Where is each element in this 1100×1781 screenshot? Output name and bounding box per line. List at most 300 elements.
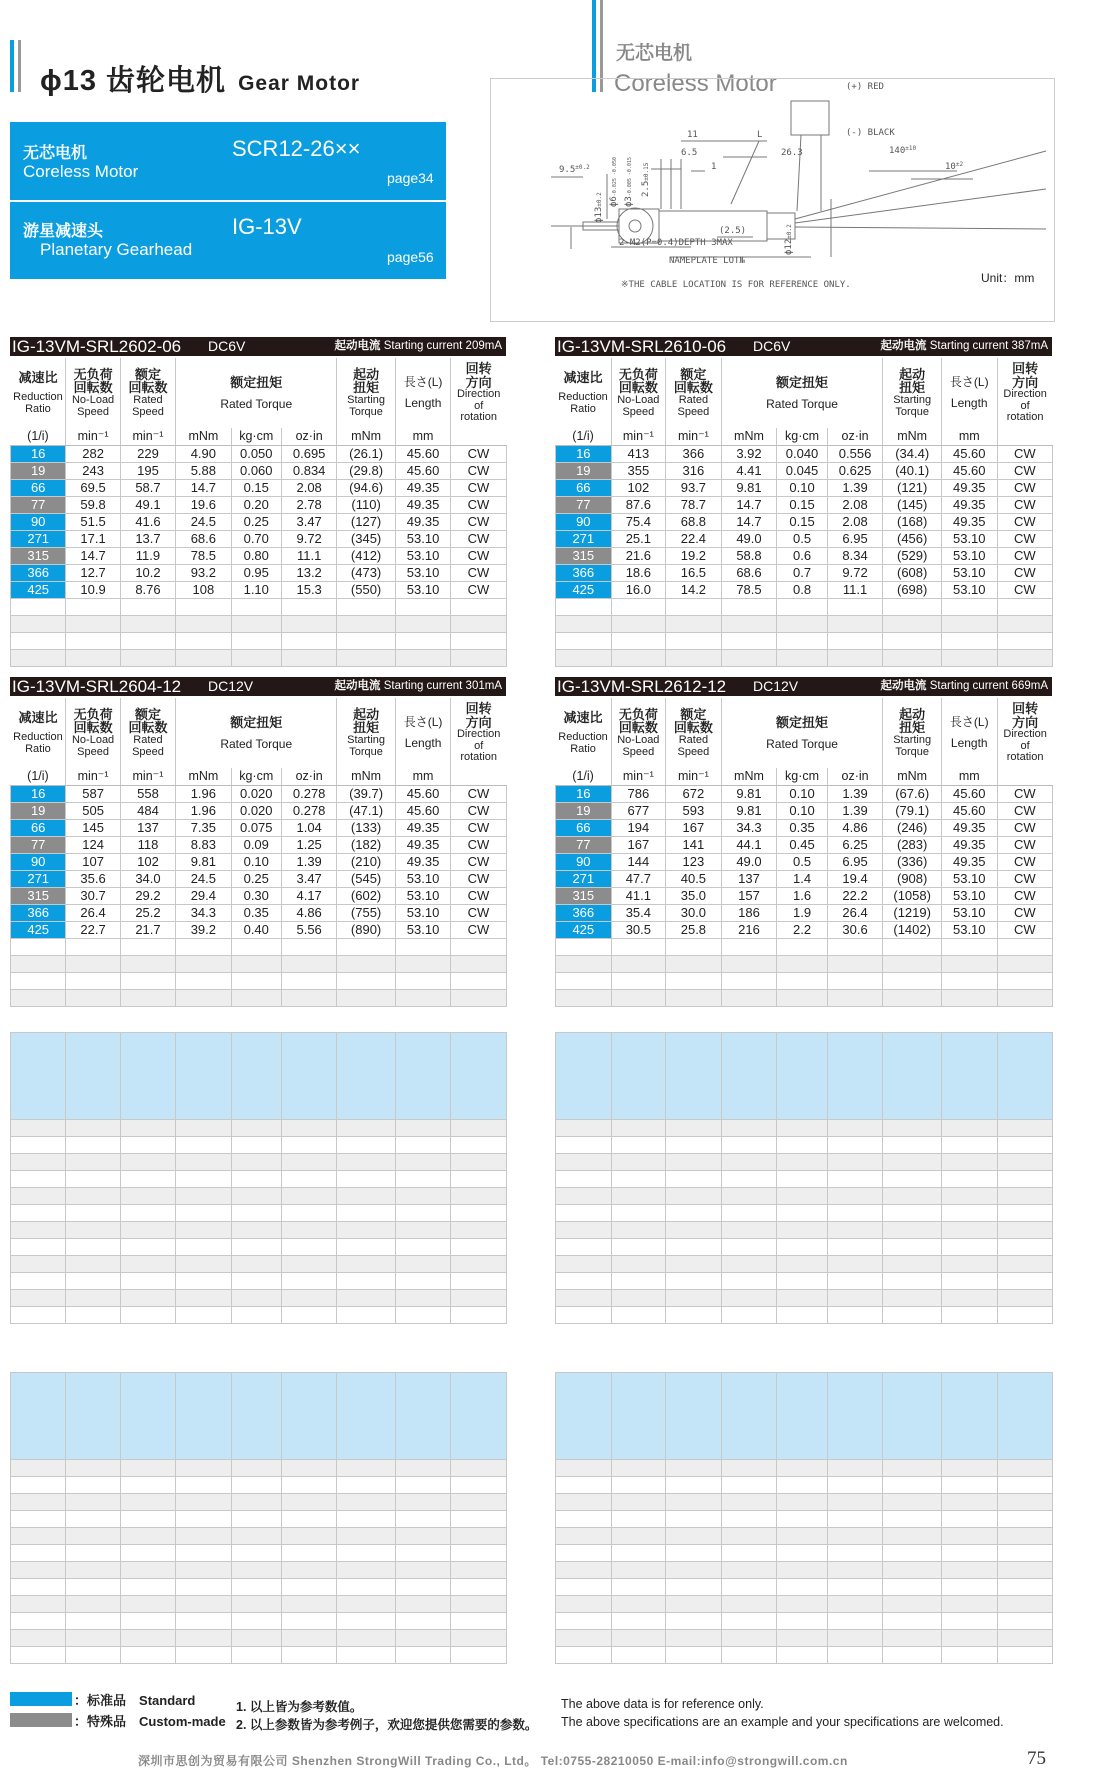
table-cell: CW: [997, 802, 1053, 819]
table-cell: CW: [451, 496, 506, 513]
col-ratio: 减速比 Reduction Ratio: [11, 698, 66, 768]
table-cell: 4.86: [827, 819, 883, 836]
table-cell: 41.1: [611, 887, 666, 904]
table-row: [11, 785, 507, 802]
table-cell: 29.2: [120, 887, 175, 904]
blank-block-1: [10, 1032, 506, 1324]
table-cell: 0.020: [231, 802, 281, 819]
table-cell: (94.6): [337, 479, 396, 496]
table-cell: 90: [556, 853, 612, 870]
unit-mm: mm: [395, 428, 450, 445]
table-cell: 0.95: [231, 564, 281, 581]
table-row: [11, 802, 507, 819]
col-start-torque: 起动 扭矩 Starting Torque: [337, 698, 396, 768]
table-cell: 45.60: [941, 802, 997, 819]
table-cell: 2.08: [827, 496, 883, 513]
gear-en: Planetary Gearhead: [40, 240, 193, 259]
table-cell: 4.41: [721, 462, 777, 479]
table-cell: CW: [451, 785, 506, 802]
model-name: IG-13VM-SRL2604-12: [12, 677, 182, 696]
table-cell: 0.15: [777, 496, 828, 513]
table-cell: CW: [997, 564, 1053, 581]
unit-noload: min⁻¹: [611, 428, 666, 445]
table-cell: (698): [883, 581, 942, 598]
col-rated-speed: 额定 回転数 Rated Speed: [666, 358, 722, 428]
table-cell: 0.80: [231, 547, 281, 564]
unit-start-mnm: mNm: [337, 428, 396, 445]
table-cell: 167: [666, 819, 722, 836]
table-cell: 16.0: [611, 581, 666, 598]
table-cell: (67.6): [883, 785, 942, 802]
table-cell: 102: [120, 853, 175, 870]
label-black: (-) BLACK: [846, 128, 895, 138]
table-row: [11, 921, 507, 938]
table-row: [556, 462, 1053, 479]
empty-row: [11, 989, 507, 1006]
col-rated-torque: 额定扭矩 Rated Torque: [721, 698, 883, 768]
table-cell: CW: [997, 462, 1053, 479]
col-rated-speed: 额定 回転数 Rated Speed: [120, 358, 175, 428]
unit-ozin: oz·in: [281, 768, 336, 785]
gear-cn: 游星减速头: [23, 223, 104, 240]
table-cell: 1.96: [176, 802, 231, 819]
col-length: 長さ(L) Length: [941, 698, 997, 768]
table-row: [11, 547, 507, 564]
table-cell: 25.8: [666, 921, 722, 938]
dim-phi6: ϕ6-0.025 -0.050: [609, 157, 619, 207]
table-cell: (908): [883, 870, 942, 887]
table-cell: 271: [11, 870, 66, 887]
voltage: DC6V: [753, 338, 791, 354]
table-cell: (608): [883, 564, 942, 581]
table-cell: 45.60: [395, 462, 450, 479]
table-cell: 90: [11, 513, 66, 530]
table-cell: 1.39: [827, 785, 883, 802]
table-cell: 3.92: [721, 445, 777, 462]
table-cell: CW: [451, 921, 506, 938]
note-cn-1: 1. 以上皆为参考数值。: [236, 1700, 363, 1714]
table-cell: (40.1): [883, 462, 942, 479]
unit-kgcm: kg·cm: [231, 768, 281, 785]
table-cell: 8.83: [176, 836, 231, 853]
motor-code: SCR12-26××: [232, 136, 361, 161]
table-cell: (473): [337, 564, 396, 581]
table-row: [556, 870, 1053, 887]
note-en-1: The above data is for reference only.: [561, 1697, 764, 1711]
table-cell: 425: [11, 921, 66, 938]
table-cell: (133): [337, 819, 396, 836]
table-cell: CW: [451, 887, 506, 904]
table-row: [556, 530, 1053, 547]
table-cell: 10.2: [120, 564, 175, 581]
table-cell: CW: [451, 564, 506, 581]
table-cell: 75.4: [611, 513, 666, 530]
table-cell: (602): [337, 887, 396, 904]
model-name: IG-13VM-SRL2610-06: [557, 337, 727, 356]
table-cell: 14.2: [666, 581, 722, 598]
table-cell: 19.4: [827, 870, 883, 887]
blank-block-3: [10, 1372, 506, 1664]
table-cell: 68.6: [721, 564, 777, 581]
table-cell: (550): [337, 581, 396, 598]
coreless-title-en: Coreless Motor: [614, 70, 777, 97]
table-cell: 1.39: [281, 853, 336, 870]
table-cell: 425: [11, 581, 66, 598]
table-cell: 49.0: [721, 530, 777, 547]
col-rated-torque: 额定扭矩 Rated Torque: [721, 358, 883, 428]
table-cell: 0.278: [281, 785, 336, 802]
table-cell: 30.7: [66, 887, 120, 904]
table-cell: 49.35: [941, 819, 997, 836]
empty-row: [556, 598, 1053, 615]
table-cell: 35.6: [66, 870, 120, 887]
table-cell: 425: [556, 581, 612, 598]
table-cell: 49.35: [395, 496, 450, 513]
col-rated-speed: 额定 回転数 Rated Speed: [120, 698, 175, 768]
table-cell: 25.2: [120, 904, 175, 921]
table-row: [11, 564, 507, 581]
table-cell: 53.10: [395, 870, 450, 887]
col-direction: 回转 方向 Direction of rotation: [456, 701, 501, 764]
table-cell: 77: [11, 836, 66, 853]
table-cell: 19: [556, 802, 612, 819]
unit-label: Unit：mm: [981, 271, 1035, 285]
table-cell: 24.5: [176, 870, 231, 887]
table-cell: 0.25: [231, 870, 281, 887]
table-cell: 10.9: [66, 581, 120, 598]
table-cell: 195: [120, 462, 175, 479]
table-cell: 49.35: [941, 479, 997, 496]
table-cell: 141: [666, 836, 722, 853]
unit-noload: min⁻¹: [66, 428, 120, 445]
unit-ozin: oz·in: [827, 428, 883, 445]
col-ratio: 减速比 Reduction Ratio: [11, 358, 66, 428]
table-cell: 11.1: [827, 581, 883, 598]
table-row: [11, 887, 507, 904]
unit-rated-speed: min⁻¹: [120, 768, 175, 785]
table-cell: 39.2: [176, 921, 231, 938]
table-cell: (755): [337, 904, 396, 921]
table-cell: 26.4: [66, 904, 120, 921]
table-row: [556, 819, 1053, 836]
table-cell: 49.35: [395, 819, 450, 836]
table-cell: 17.1: [66, 530, 120, 547]
table-cell: 9.72: [281, 530, 336, 547]
table-cell: (182): [337, 836, 396, 853]
dim-phi13: ϕ13±0.2: [594, 192, 604, 223]
unit-mnm: mNm: [176, 768, 231, 785]
table-cell: (168): [883, 513, 942, 530]
table-cell: 137: [120, 819, 175, 836]
unit-kgcm: kg·cm: [777, 768, 828, 785]
table-cell: 229: [120, 445, 175, 462]
info-box: [10, 122, 446, 279]
dim-2-5-paren: (2.5): [719, 226, 747, 236]
table-cell: 53.10: [395, 904, 450, 921]
table-cell: 118: [120, 836, 175, 853]
table-cell: 558: [120, 785, 175, 802]
table-cell: CW: [997, 870, 1053, 887]
table-cell: 19: [11, 802, 66, 819]
col-rated-torque: 额定扭矩 Rated Torque: [176, 698, 337, 768]
table-cell: 45.60: [941, 462, 997, 479]
table-cell: CW: [451, 853, 506, 870]
table-cell: 53.10: [395, 887, 450, 904]
table-cell: 93.7: [666, 479, 722, 496]
table-cell: 77: [556, 836, 612, 853]
motor-en: Coreless Motor: [23, 162, 139, 181]
dim-140: $140^{\pm 10}$: [889, 145, 917, 156]
table-cell: 123: [666, 853, 722, 870]
table-cell: (1402): [883, 921, 942, 938]
cable-note: ※THE CABLE LOCATION IS FOR REFERENCE ONLY.: [621, 280, 851, 290]
table-cell: 194: [611, 819, 666, 836]
table-cell: 4.90: [176, 445, 231, 462]
table-cell: 108: [176, 581, 231, 598]
col-rated-speed: 额定 回転数 Rated Speed: [666, 698, 722, 768]
table-cell: 14.7: [176, 479, 231, 496]
footer: 深圳市思创为贸易有限公司 Shenzhen StrongWill Trading Co., Ltd。 Tel:0755-28210050 E-mail:info@strongwill.com.cn: [138, 1754, 848, 1768]
table-cell: (283): [883, 836, 942, 853]
empty-row: [11, 615, 507, 632]
table-cell: 0.10: [777, 802, 828, 819]
empty-row: [11, 598, 507, 615]
table-cell: 12.7: [66, 564, 120, 581]
voltage: DC12V: [753, 678, 799, 694]
table-cell: 19.2: [666, 547, 722, 564]
unit-ratio: (1/i): [11, 428, 66, 445]
table-cell: 34.3: [721, 819, 777, 836]
table-row: [556, 904, 1053, 921]
empty-row: [556, 938, 1053, 955]
table-row: [11, 479, 507, 496]
table-cell: 19.6: [176, 496, 231, 513]
table-cell: 6.95: [827, 530, 883, 547]
voltage: DC12V: [208, 678, 254, 694]
legend-custom-swatch: [10, 1713, 72, 1727]
table-cell: CW: [451, 479, 506, 496]
col-noload: 无负荷 回転数 No-Load Speed: [611, 358, 666, 428]
table-cell: 6.95: [827, 853, 883, 870]
table-cell: CW: [997, 785, 1053, 802]
table-row: [11, 513, 507, 530]
table-cell: 21.7: [120, 921, 175, 938]
gear-page-link[interactable]: page56: [387, 249, 434, 265]
table-cell: (39.7): [337, 785, 396, 802]
table-cell: (145): [883, 496, 942, 513]
table-cell: (34.4): [883, 445, 942, 462]
table-cell: 366: [11, 564, 66, 581]
gear-code: IG-13V: [232, 214, 302, 239]
table-cell: 49.35: [395, 836, 450, 853]
table-cell: 271: [556, 530, 612, 547]
table-cell: 49.35: [941, 496, 997, 513]
table-cell: 0.09: [231, 836, 281, 853]
table-cell: 0.8: [777, 581, 828, 598]
table-cell: (210): [337, 853, 396, 870]
table-cell: 14.7: [721, 496, 777, 513]
col-noload: 无负荷 回転数 No-Load Speed: [66, 358, 120, 428]
table-cell: 6.25: [827, 836, 883, 853]
table-cell: 315: [556, 887, 612, 904]
table-cell: 1.39: [827, 802, 883, 819]
info-divider: [10, 200, 446, 202]
table-cell: CW: [997, 479, 1053, 496]
table-cell: 413: [611, 445, 666, 462]
table-cell: CW: [451, 819, 506, 836]
table-cell: 30.6: [827, 921, 883, 938]
motor-cn: 无芯电机: [23, 145, 88, 162]
empty-row: [11, 955, 507, 972]
table-cell: 30.0: [666, 904, 722, 921]
table-cell: 24.5: [176, 513, 231, 530]
table-cell: 22.4: [666, 530, 722, 547]
table-cell: 66: [556, 479, 612, 496]
table-cell: 44.1: [721, 836, 777, 853]
depth-note: 2-M2(P=0.4)DEPTH 3MAX: [619, 238, 733, 248]
table-cell: 0.625: [827, 462, 883, 479]
table-cell: 53.10: [395, 581, 450, 598]
table-cell: 484: [120, 802, 175, 819]
table-cell: 1.4: [777, 870, 828, 887]
table-cell: 49.35: [395, 513, 450, 530]
table-cell: 157: [721, 887, 777, 904]
unit-noload: min⁻¹: [66, 768, 120, 785]
empty-row: [11, 649, 507, 666]
table-cell: CW: [997, 887, 1053, 904]
unit-mm: mm: [395, 768, 450, 785]
table-cell: 1.96: [176, 785, 231, 802]
table-row: [556, 887, 1053, 904]
table-cell: 49.35: [941, 853, 997, 870]
table-cell: (26.1): [337, 445, 396, 462]
table-cell: CW: [997, 547, 1053, 564]
table-cell: 0.25: [231, 513, 281, 530]
col-length: 長さ(L) Length: [395, 358, 450, 428]
table-cell: 29.4: [176, 887, 231, 904]
page-number: 75: [1027, 1748, 1046, 1769]
table-cell: CW: [997, 921, 1053, 938]
col-noload: 无负荷 回転数 No-Load Speed: [611, 698, 666, 768]
table-cell: 0.10: [777, 785, 828, 802]
table-header-bar: [10, 677, 506, 696]
table-cell: (529): [883, 547, 942, 564]
title-cn: ϕ13 齿轮电机: [40, 65, 227, 97]
col-start-torque: 起动 扭矩 Starting Torque: [883, 698, 942, 768]
table-cell: 0.075: [231, 819, 281, 836]
table-cell: 49.35: [941, 513, 997, 530]
table-row: [11, 496, 507, 513]
table-cell: 186: [721, 904, 777, 921]
table-cell: CW: [451, 802, 506, 819]
table-cell: 69.5: [66, 479, 120, 496]
empty-row: [556, 972, 1053, 989]
table-row: [556, 802, 1053, 819]
empty-row: [556, 955, 1053, 972]
dim-11: 11: [687, 130, 698, 140]
table-row: [11, 904, 507, 921]
table-cell: (246): [883, 819, 942, 836]
dim-phi3: ϕ3-0.005 -0.015: [624, 157, 634, 207]
table-cell: 34.3: [176, 904, 231, 921]
model-name: IG-13VM-SRL2612-12: [557, 677, 727, 696]
page-title: [40, 58, 360, 99]
accent-bar-left-grey: [18, 40, 21, 92]
table-cell: 0.30: [231, 887, 281, 904]
table-cell: CW: [997, 853, 1053, 870]
unit-rated-speed: min⁻¹: [666, 428, 722, 445]
table-cell: CW: [451, 462, 506, 479]
empty-row: [11, 972, 507, 989]
unit-direction: [451, 768, 506, 785]
table-cell: 0.15: [777, 513, 828, 530]
table-cell: 315: [556, 547, 612, 564]
unit-kgcm: kg·cm: [231, 428, 281, 445]
table-cell: CW: [451, 581, 506, 598]
spec-table: [10, 698, 507, 1007]
table-cell: 2.2: [777, 921, 828, 938]
table-cell: 21.6: [611, 547, 666, 564]
table-cell: 53.10: [941, 870, 997, 887]
dim-phi12: ϕ12±0.2: [784, 224, 794, 255]
table-cell: 145: [66, 819, 120, 836]
table-cell: 78.5: [176, 547, 231, 564]
table-row: [11, 853, 507, 870]
dim-26-3: 26.3: [781, 148, 803, 158]
col-direction: 回转 方向 Direction of rotation: [1003, 701, 1047, 764]
unit-direction: [997, 428, 1053, 445]
table-cell: 1.39: [827, 479, 883, 496]
table-cell: 14.7: [66, 547, 120, 564]
table-cell: (29.8): [337, 462, 396, 479]
motor-page-link[interactable]: page34: [387, 170, 434, 186]
table-cell: (1219): [883, 904, 942, 921]
table-cell: 0.060: [231, 462, 281, 479]
table-cell: 45.60: [395, 802, 450, 819]
voltage: DC6V: [208, 338, 246, 354]
table-cell: 45.60: [395, 785, 450, 802]
table-cell: 505: [66, 802, 120, 819]
table-cell: 0.20: [231, 496, 281, 513]
unit-ratio: (1/i): [556, 428, 612, 445]
table-cell: 53.10: [395, 547, 450, 564]
table-cell: CW: [451, 530, 506, 547]
table-cell: CW: [451, 836, 506, 853]
table-cell: 0.040: [777, 445, 828, 462]
table-cell: 9.72: [827, 564, 883, 581]
table-cell: 1.9: [777, 904, 828, 921]
unit-rated-speed: min⁻¹: [120, 428, 175, 445]
table-cell: 271: [556, 870, 612, 887]
table-cell: 49.0: [721, 853, 777, 870]
table-row: [11, 530, 507, 547]
table-cell: CW: [451, 904, 506, 921]
unit-mnm: mNm: [176, 428, 231, 445]
table-cell: 366: [556, 564, 612, 581]
unit-mm: mm: [941, 428, 997, 445]
table-cell: 1.04: [281, 819, 336, 836]
table-row: [556, 564, 1053, 581]
table-header-bar: [555, 337, 1052, 356]
table-cell: 0.40: [231, 921, 281, 938]
table-cell: 4.17: [281, 887, 336, 904]
table-cell: 0.10: [777, 479, 828, 496]
dim-9-5: $9.5^{\pm 0.2}$: [559, 164, 590, 175]
table-cell: 13.7: [120, 530, 175, 547]
table-cell: 0.556: [827, 445, 883, 462]
unit-noload: min⁻¹: [611, 768, 666, 785]
table-cell: 366: [556, 904, 612, 921]
